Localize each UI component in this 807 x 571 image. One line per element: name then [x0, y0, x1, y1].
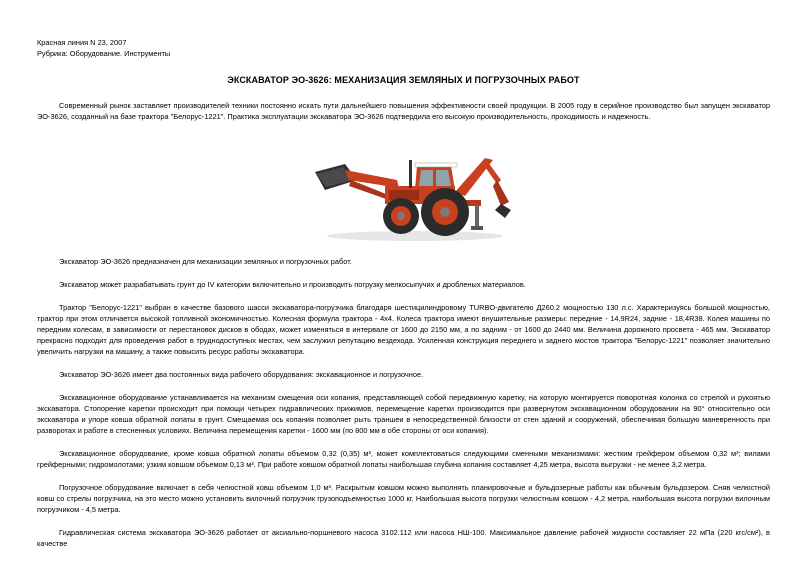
- paragraph-replaceable-tools: Экскавационное оборудование, кроме ковша обратной лопаты объемом 0,32 (0,35) м³, может комплектоваться следующими сменными механизмами: жестким грейфером объемом 0,32 м³; вилами грейферными; гидромолотами; узким ковшом объемом 0,13 м³. При работе ковшом обратной лопаты наибольшая глубина копания составляет 4,25 метра, высота выгрузки - не менее 3,2 метра.: [37, 449, 770, 469]
- paragraph-soil: Экскаватор может разрабатывать грунт до IV категории включительно и производить погрузку мелкосыпучих и дробленых материалов.: [59, 280, 526, 289]
- paragraph-equipment-types: Экскаватор ЭО-3626 имеет два постоянных вида рабочего оборудования: экскавационное и погрузочное.: [59, 370, 424, 379]
- document-meta: [37, 37, 770, 59]
- paragraph-tractor: Трактор "Белорус-1221" выбран в качестве базового шасси экскаватора-погрузчика благодаря шестицилиндровому TURBO-двигателю Д260.2 мощностью 130 л.с. Характеризуясь большой мощностью, трактор при этом отличается высокой топливной экономичностью. Колесная формула трактора - 4х4. Колеса трактора имеют внушительные размеры: передние - 14,9R24, задние - 18,4R38. Колея машины по передним колесам, в зависимости от перестановок дисков в ободах, может изменяться в интервале от 1600 до 2150 мм, а по задним - от 1600 до 2440 мм. Величина дорожного просвета - 465 мм. Экскаватор прекрасно подходит для проведения работ в труднодоступных местах, чем заслужил репутацию вездехода. Усиленная конструкция переднего и заднего мостов трактора "Белорус-1221" позволяет значительно увеличить нагрузки на машину, а также повысить ресурс работы экскаватора.: [37, 303, 770, 356]
- paragraph-hydraulics: Гидравлическая система экскаватора ЭО-3626 работает от аксиально-поршневого насоса 3102.112 или насоса НШ-100. Максимальное давление рабочей жидкости составляет 22 мПа (220 кгс/см²), в качестве: [37, 528, 770, 548]
- rubric-line: Рубрика: Оборудование. Инструменты: [37, 49, 171, 58]
- intro-paragraph: Современный рынок заставляет производителей техники постоянно искать пути дальнейшего повышения эффективности своей продукции. В 2005 году в серийное производство был запущен экскаватор ЭО-3626, созданный на базе трактора "Белорус-1221". Практика эксплуатации экскаватора ЭО-3626 подтвердила его высокую производительность, проходимость и надежность.: [37, 101, 770, 121]
- article-title: ЭКСКАВАТОР ЭО-3626: МЕХАНИЗАЦИЯ ЗЕМЛЯНЫХ И ПОГРУЗОЧНЫХ РАБОТ: [227, 75, 580, 85]
- photo-area: [37, 150, 770, 242]
- tractor-excavator-photo: [305, 150, 515, 242]
- document-page: [37, 37, 770, 549]
- paragraph-purpose: Экскаватор ЭО-3626 предназначен для механизации земляных и погрузочных работ.: [59, 257, 352, 266]
- paragraph-loading-equipment: Погрузочное оборудование включает в себя челюстной ковш объемом 1,0 м³. Раскрытым ковшом можно выполнять планировочные и бульдозерные работы как обычным бульдозером. Сняв челюстной ковш со стрелы погрузчика, на это место можно установить вилочный погрузчик грузоподъемностью 1000 кг. Наибольшая высота погрузки челюстным ковшом - 4,2 метра, наибольшая высота погрузки вилочным погрузчиком - 4,5 метра.: [37, 483, 770, 514]
- source-line: Красная линия N 23, 2007: [37, 38, 127, 47]
- paragraph-excavation-equipment: Экскавационное оборудование устанавливается на механизм смещения оси копания, представляющей собой передвижную каретку, на которую монтируется поворотная колонка со стрелой и рукоятью экскаватора. Стопорение каретки происходит при помощи четырех гидравлических прижимов, перемещение каретки производится при развернутом экскавационном оборудовании на 90° относительно оси экскаватора и упоре ковша обратной лопаты в грунт. Смещаемая ось копания позволяет рыть траншеи в непосредственной близости от стен зданий и сооружений, обеспечивая большую маневренность при разворотах и работе в стесненных условиях. Величина перемещения каретки - 1600 мм (по 800 мм в обе стороны от оси копания).: [37, 393, 770, 435]
